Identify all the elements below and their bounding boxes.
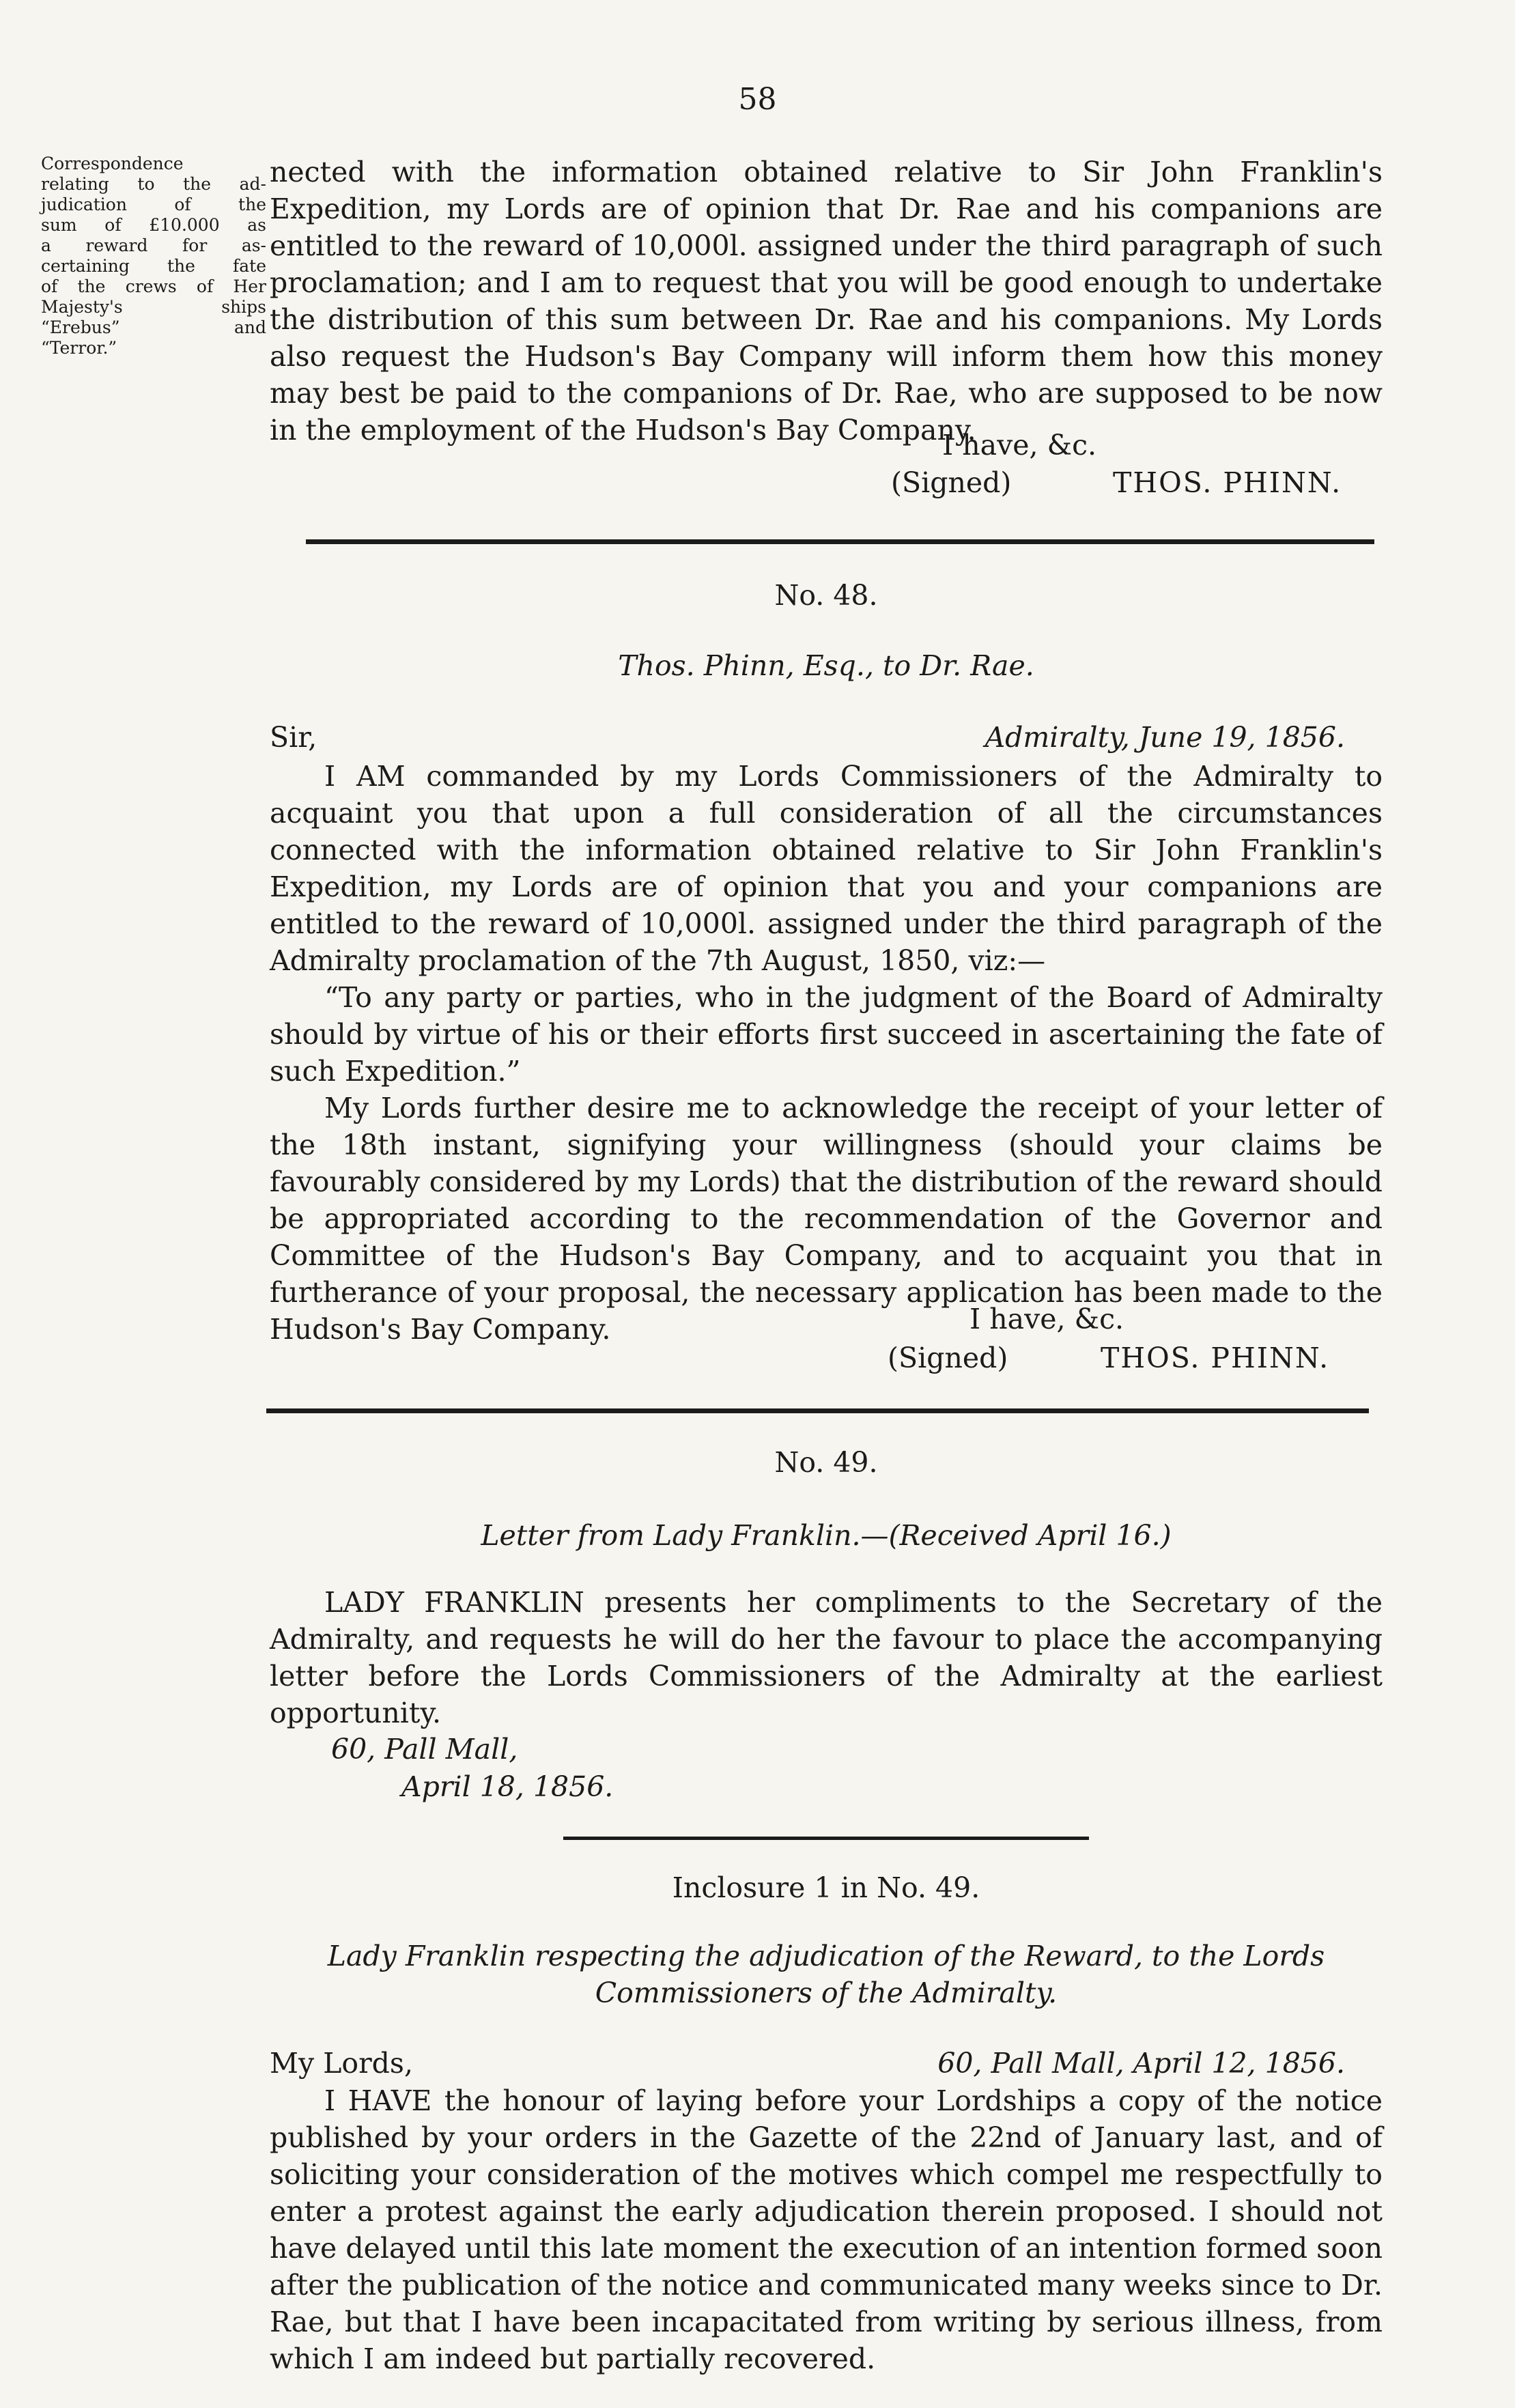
- letter49-heading: [270, 1517, 1383, 1554]
- margin-note-line: of the crews of Her: [41, 277, 266, 296]
- signatory-name: THOS. PHINN.: [1113, 466, 1342, 499]
- margin-note-line: Majesty's ships: [41, 297, 266, 317]
- margin-note-line: a reward for as-: [41, 236, 266, 255]
- letter48-signed: (Signed): [888, 1342, 1008, 1374]
- margin-note-line: judication of the: [41, 195, 266, 214]
- inclosure-paragraph: I HAVE the honour of laying before your Lordships a copy of the notice published by your orders in the Gazette of the 22nd of January last, and of soliciting your consideration of the motives which compel me respectfully to enter a protest against the early adjudication therein proposed. I should not have delayed until this late moment the execution of an intention formed soon after the publication of the notice and communicated many weeks since to Dr. Rae, but that I have been incapacitated from writing by serious illness, from which I am indeed but partially recovered.: [270, 2084, 1383, 2375]
- letter49-address-line1: 60, Pall Mall,: [331, 1733, 518, 1766]
- letter49-paragraph: LADY FRANKLIN presents her compliments to the Secretary of the Admiralty, and requests he will do her the favour to place the accompanying letter before the Lords Commissioners of the Admiralty at the earliest opportunity.: [270, 1586, 1383, 1729]
- margin-note-line: certaining the fate: [41, 256, 266, 276]
- letter48-closing: I have, &c.: [969, 1303, 1124, 1335]
- inclosure-dateline: 60, Pall Mall, April 12, 1856.: [937, 2047, 1345, 2080]
- letter48-quote: “To any party or parties, who in the judgment of the Board of Admiralty should by virtue of his or their efforts first succeed in ascertaining the fate of such Expedition.”: [270, 981, 1383, 1088]
- divider-rule: [306, 539, 1374, 544]
- letter48-para2: My Lords further desire me to acknowledge the receipt of your letter of the 18th instant, signifying your willingness (should your claims be favourably considered by my Lords) that the distribution of the reward should be appropriated according to the recommendation of the Governor and Committee of the Hudson's Bay Company, and to acquaint you that in furtherance of your proposal, the necessary application has been made to the Hudson's Bay Company.: [270, 1092, 1383, 1346]
- margin-note-line: “Erebus” and: [41, 317, 266, 337]
- letter49-body: [270, 1584, 1383, 1731]
- letter49-address-line2: April 18, 1856.: [401, 1770, 614, 1803]
- inclosure-title: Inclosure 1 in No. 49.: [672, 1871, 980, 1904]
- inclosure-heading-line2: Commissioners of the Admiralty.: [595, 1977, 1058, 2009]
- divider-rule: [563, 1837, 1089, 1840]
- inclosure-header-row: [270, 2045, 1383, 2082]
- inclosure-body: [270, 2082, 1383, 2377]
- letter48-body: [270, 758, 1383, 1348]
- letter48-number: No. 48.: [774, 579, 878, 612]
- letter48-signatory: [1101, 1340, 1329, 1376]
- divider-rule: [266, 1408, 1369, 1413]
- margin-note: [41, 154, 266, 358]
- letter49-heading-received: (Received April 16.): [888, 1519, 1172, 1552]
- letter47-body: [270, 154, 1383, 449]
- letter47-paragraph: nected with the information obtained relative to Sir John Franklin's Expedition, my Lords are of opinion that Dr. Rae and his companions are entitled to the reward of 10,000l. assigned under the third paragraph of such proclamation; and I am to request that you will be good enough to undertake the distribution of this sum between Dr. Rae and his companions. My Lords also request the Hudson's Bay Company will inform them how this money may best be paid to the companions of Dr. Rae, who are supposed to be now in the employment of the Hudson's Bay Company.: [270, 156, 1383, 447]
- page-number: 58: [738, 82, 777, 117]
- margin-note-line: “Terror.”: [41, 338, 117, 358]
- margin-note-line: relating to the ad-: [41, 174, 266, 194]
- letter48-salutation: Sir,: [270, 721, 317, 754]
- signatory-name: THOS. PHINN.: [1101, 1342, 1330, 1374]
- letter49-heading-main: Letter from Lady Franklin.—: [481, 1519, 889, 1552]
- inclosure-salutation: My Lords,: [270, 2047, 414, 2080]
- letter47-signed: (Signed): [891, 466, 1012, 499]
- letter48-dateline: Admiralty, June 19, 1856.: [985, 721, 1345, 754]
- letter47-signatory: [1113, 464, 1342, 501]
- margin-note-line: Correspondence: [41, 154, 184, 173]
- letter49-number: No. 49.: [774, 1446, 878, 1479]
- letter48-header-row: [270, 719, 1383, 756]
- letter47-closing: I have, &c.: [942, 429, 1097, 462]
- letter48-para1: I AM commanded by my Lords Commissioners of the Admiralty to acquaint you that upon a full consideration of all the circumstances connected with the information obtained relative to Sir John Franklin's Expedition, my Lords are of opinion that you and your companions are entitled to the reward of 10,000l. assigned under the third paragraph of the Admiralty proclamation of the 7th August, 1850, viz:—: [270, 760, 1383, 977]
- inclosure-heading-line1: Lady Franklin respecting the adjudication of the Reward, to the Lords: [327, 1940, 1325, 1972]
- margin-note-line: sum of £10.000 as: [41, 215, 266, 235]
- letter48-heading: Thos. Phinn, Esq., to Dr. Rae.: [618, 649, 1034, 682]
